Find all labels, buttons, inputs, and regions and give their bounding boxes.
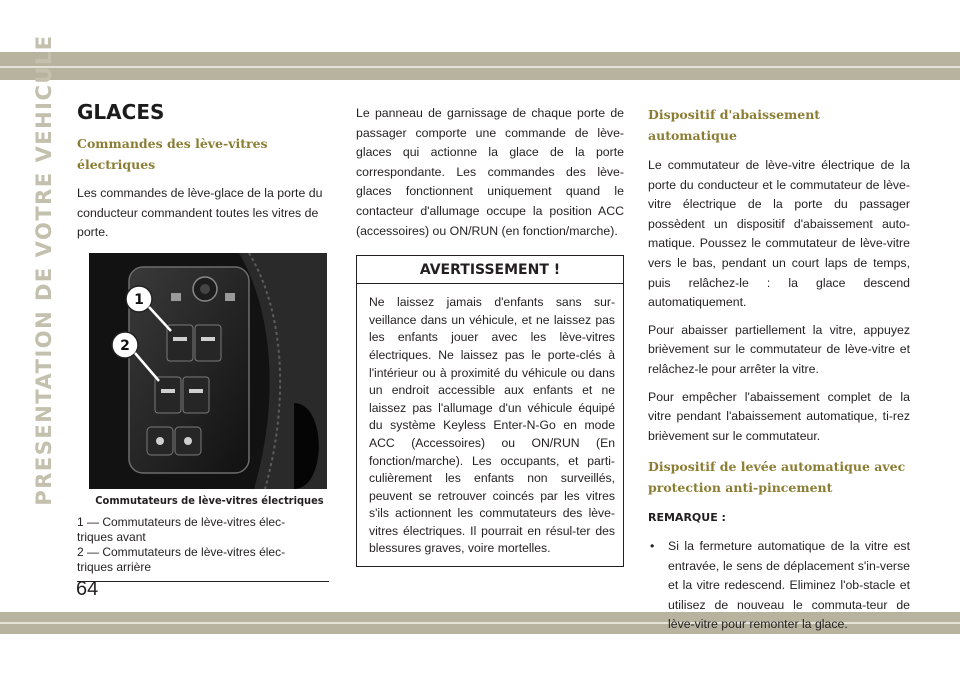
warning-body: Ne laissez jamais d'enfants sans sur-veillance dans un véhicule, et ne laissez pas les enfants jouer avec les lève-vitres électriques. Ne laissez pas le porte-clés à l'intérieur ou à proximité du véhicule ou dans un endroit accessible aux enfants et ne laissez pas l'allumage d'un véhicule équipé du système Keyless Enter-N-Go en mode ACC (Accessoires) ou ON/RUN (En fonction/marche). Les occupants, et parti-culièrement les enfants non surveillés, peuvent se retrouver coincés par les vitres s'ils actionnent les commutateurs des lève-vitres électriques. Il pourrait en résul-ter des blessures graves, voire mortelles. [369,295,615,556]
auto-down-paragraph-3: Pour empêcher l'abaissement complet de la vitre pendant l'abaissement automatique, ti-rez brièvement sur le commutateur. [648,389,910,443]
warning-title: AVERTISSEMENT ! [357,256,623,284]
figure-caption: Commutateurs de lève-vitres électriques [95,493,324,507]
window-switch-photo [89,253,327,489]
side-section-title-text: PRESENTATION DE VOTRE VEHICULE [32,34,56,506]
door-switch-panel-illustration [89,253,327,489]
bullet-dot: • [650,538,655,553]
legend-item-1: 1 — Commutateurs de lève-vitres élec- [77,514,286,529]
warning-box [356,255,624,567]
legend-item-1-cont: triques avant [77,529,146,544]
auto-down-paragraph-1: Le commutateur de lève-vitre électrique de la porte du conducteur et le commutateur de lève-vitre électrique de la porte du passager possèdent un dispositif d'abaissement auto-matique. Poussez le commutateur de lève-vitre vers le bas, pendant un court laps de temps, puis relâchez-le : la glace descend automatiquement. [648,158,910,310]
heading-auto-up: Dispositif de levée automatique avec protection anti-pincement [648,459,906,496]
auto-down-paragraph-2: Pour abaisser partiellement la vitre, appuyez brièvement sur le commutateur de lève-vitre et relâchez-le pour arrêter la vitre. [648,322,910,376]
callout-1: 1 [134,291,144,308]
column-1 [77,100,342,582]
column-2 [356,104,624,567]
note-bullet-text: Si la fermeture automatique de la vitre est entravée, le sens de déplacement s'in-verse et la vitre redescend. Eliminez l'ob-stacle et utilisez de nouveau le commuta-teur de lève-vitre pour remonter la glace. [668,538,910,632]
legend-rule [77,581,329,582]
note-bullet [648,537,910,635]
heading-auto-down: Dispositif d'abaissement automatique [648,107,821,143]
callout-2: 2 [120,337,130,354]
note-label: REMARQUE : [648,511,726,525]
side-section-title [26,34,62,506]
legend-item-2: 2 — Commutateurs de lève-vitres élec- [77,544,286,559]
figure-legend [77,515,342,575]
heading-power-window-controls: Commandes des lève-vitres électriques [77,136,268,172]
column-3 [648,104,910,635]
legend-item-2-cont: triques arrière [77,559,152,574]
page-number: 64 [76,578,99,600]
section-title: GLACES [77,100,165,124]
top-band [0,52,960,80]
intro-paragraph: Les commandes de lève-glace de la porte du conducteur commandent toutes les vitres de porte. [77,186,323,240]
passenger-controls-paragraph: Le panneau de garnissage de chaque porte de passager comporte une commande de lève-glaces qui actionne la glace de la porte correspondante. Les commandes des lève-glaces fonctionnent uniquement quand le contacteur d'allumage occupe la position ACC (accessoires) ou ON/RUN (en fonction/marche). [356,106,624,238]
